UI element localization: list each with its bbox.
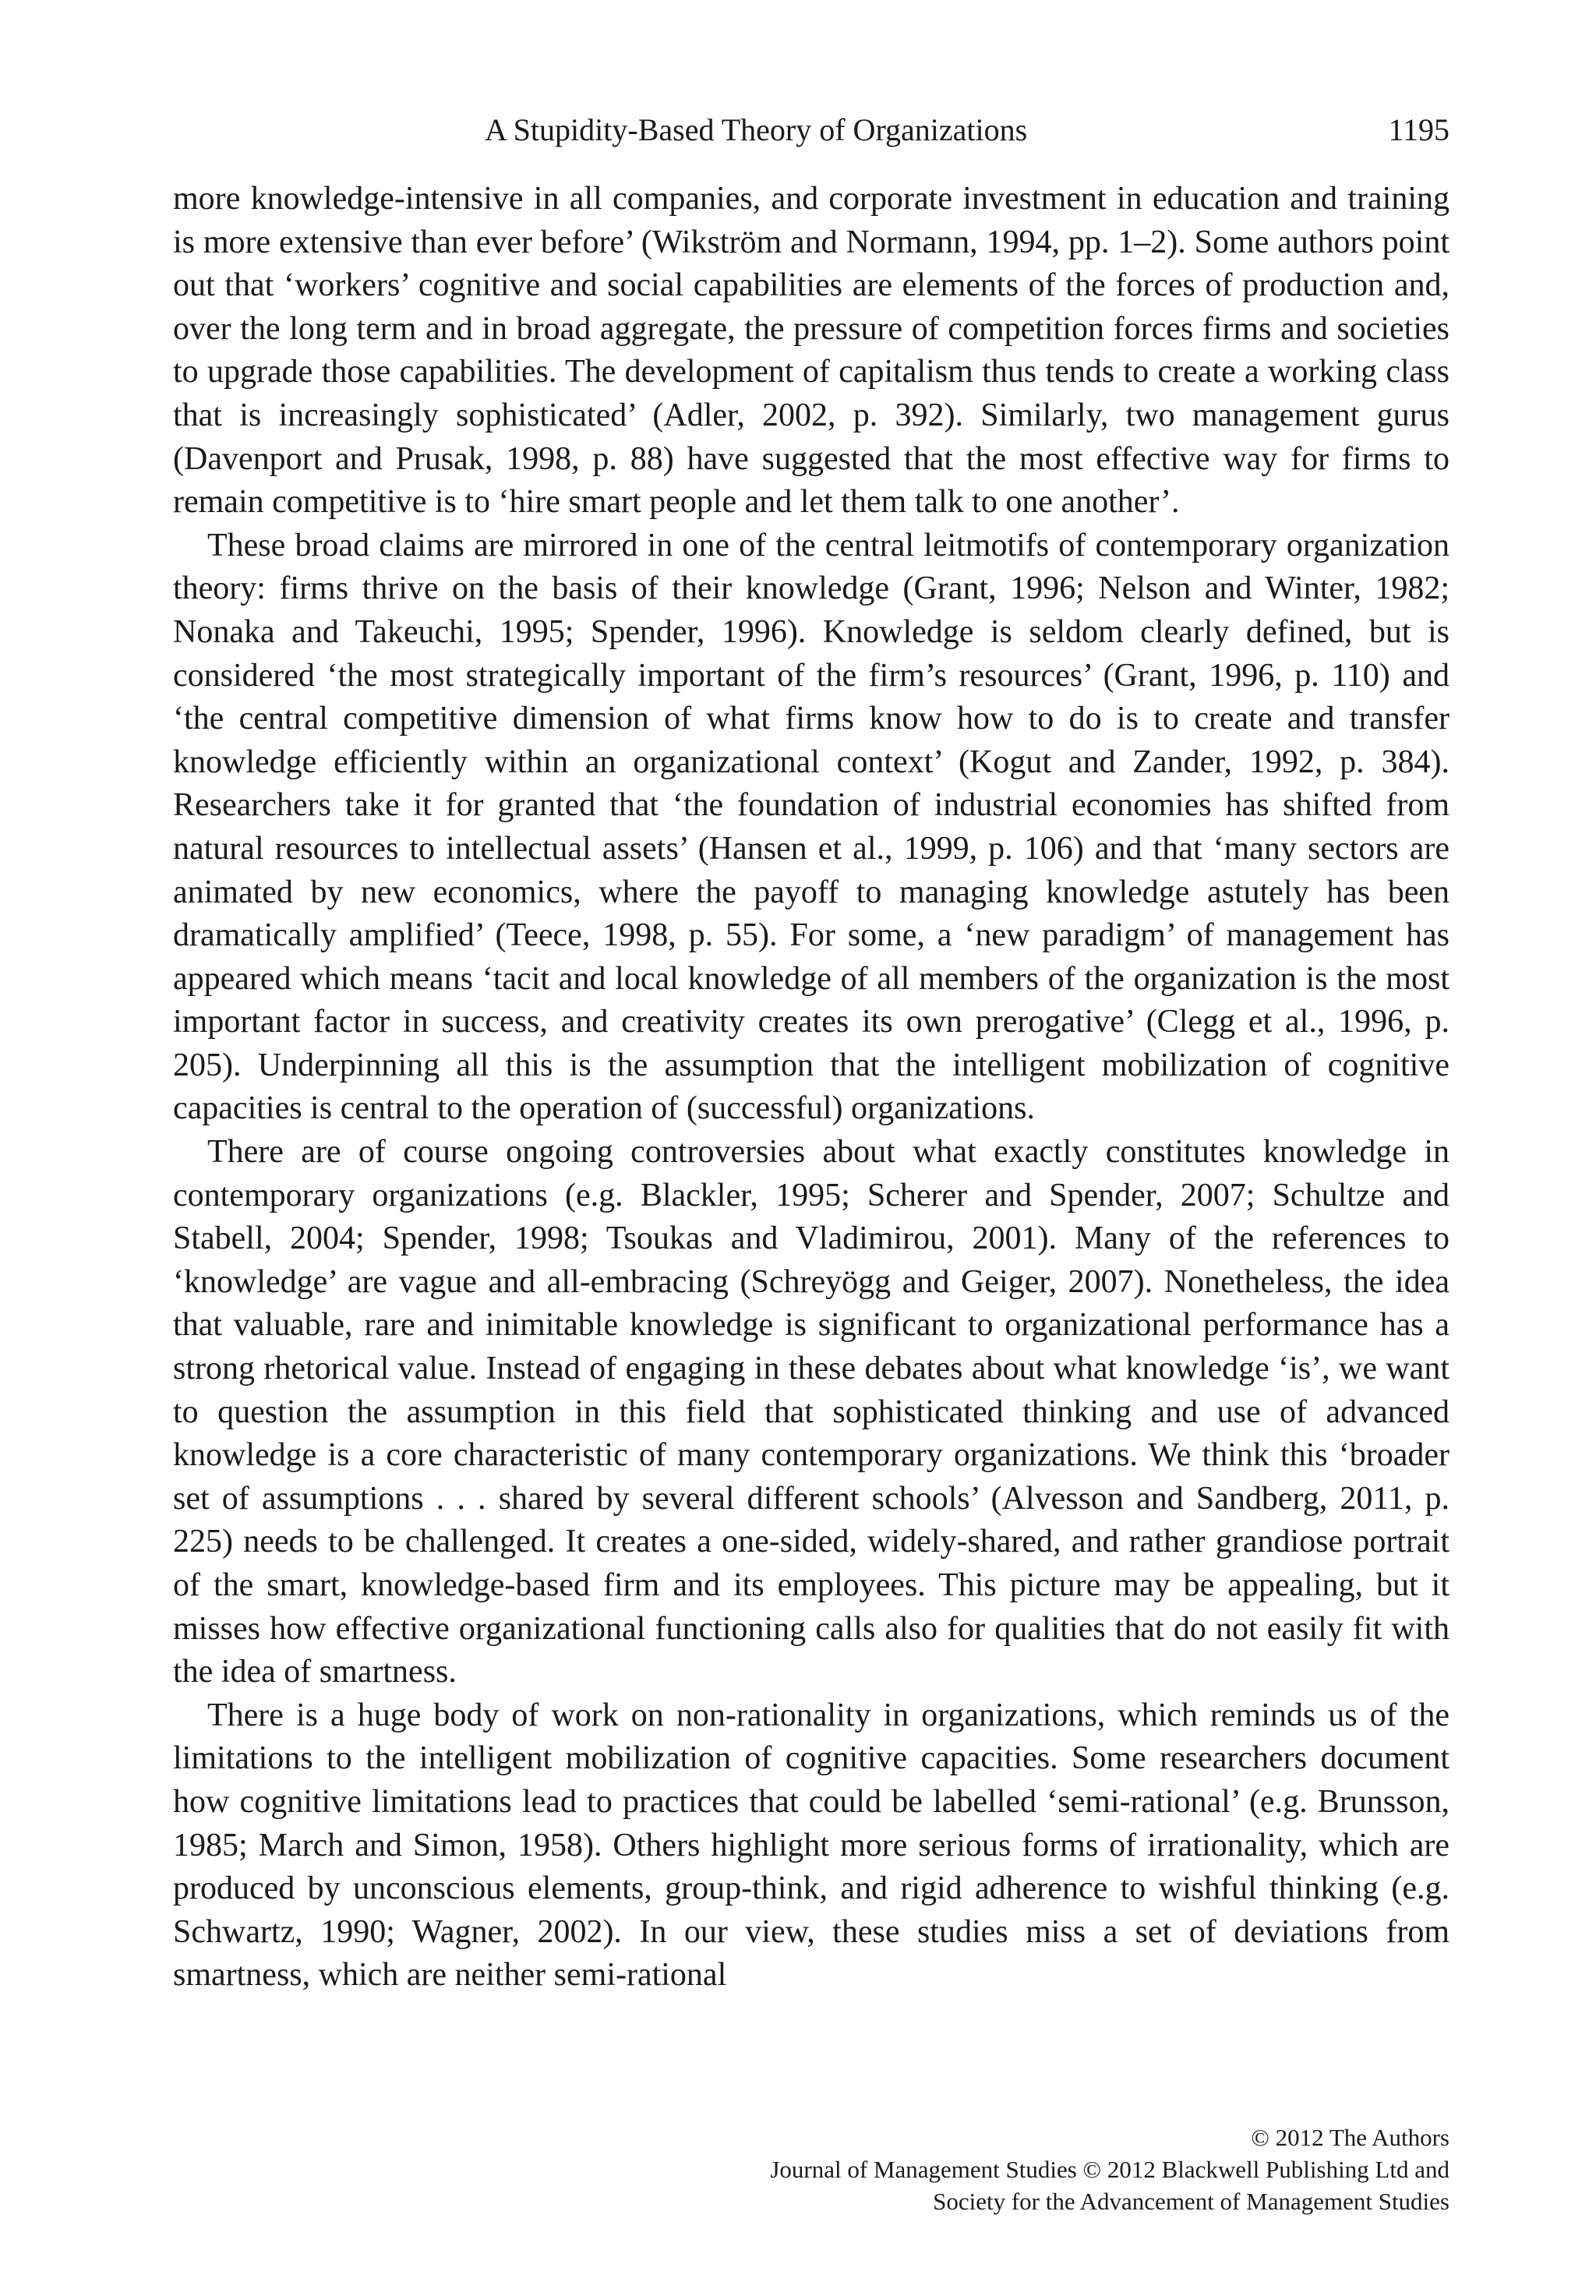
paragraph-non-rationality: There is a huge body of work on non-rationality in organizations, which reminds us of the limitations to the intelligent mobilization of cognitive capacities. Some researchers document how cognitive limitations lead to practices that could be labelled ‘semi-rational’ (e.g. Brunsson, 1985; March and Simon, 1958). Others highlight more serious forms of irrationality, which are produced by unconscious elements, group-think, and rigid adherence to wishful thinking (e.g. Schwartz, 1990; Wagner, 2002). In our view, these studies miss a set of deviations from smartness, which are neither semi-rational (173, 1697, 1449, 1994)
paragraph-knowledge-controversies: There are of course ongoing controversies about what exactly constitutes knowledge in contemporary organizations (e.g. Blackler, 1995; Scherer and Spender, 2007; Schultze and Stabell, 2004; Spender, 1998; Tsoukas and Vladimirou, 2001). Many of the references to ‘knowledge’ are vague and all-embracing (Schreyögg and Geiger, 2007). Nonetheless, the idea that valuable, rare and inimitable knowledge is significant to organizational performance has a strong rhetorical value. Instead of engaging in these debates about what knowledge ‘is’, we want to question the assumption in this field that sophisticated thinking and use of advanced knowledge is a core characteristic of many contemporary organizations. We think this ‘broader set of assumptions . . . shared by several different schools’ (Alvesson and Sandberg, 2011, p. 225) needs to be challenged. It creates a one-sided, widely-shared, and rather grandiose portrait of the smart, knowledge-based firm and its employees. This picture may be appealing, but it misses how effective organizational functioning calls also for qualities that do not easily fit with the idea of smartness. (173, 1134, 1449, 1690)
article-body (173, 178, 1449, 1998)
copyright-line-authors: © 2012 The Authors (1251, 2124, 1449, 2151)
copyright-line-journal: Journal of Management Studies © 2012 Blackwell Publishing Ltd and (770, 2156, 1449, 2183)
running-head (0, 111, 1596, 150)
paragraph-knowledge-leitmotif: These broad claims are mirrored in one of the central leitmotifs of contemporary organization theory: firms thrive on the basis of their knowledge (Grant, 1996; Nelson and Winter, 1982; Nonaka and Takeuchi, 1995; Spender, 1996). Knowledge is seldom clearly defined, but is considered ‘the most strategically important of the firm’s resources’ (Grant, 1996, p. 110) and ‘the central competitive dimension of what firms know how to do is to create and transfer knowledge efficiently within an organizational context’ (Kogut and Zander, 1992, p. 384). Researchers take it for granted that ‘the foundation of industrial economies has shifted from natural resources to intellectual assets’ (Hansen et al., 1999, p. 106) and that ‘many sectors are animated by new economics, where the payoff to managing knowledge astutely has been dramatically amplified’ (Teece, 1998, p. 55). For some, a ‘new paradigm’ of management has appeared which means ‘tacit and local knowledge of all members of the organization is the most important factor in success, and creativity creates its own prerogative’ (Clegg et al., 1996, p. 205). Underpinning all this is the assumption that the intelligent mobilization of cognitive capacities is central to the operation of (successful) organizations. (173, 527, 1449, 1127)
copyright-notice (358, 2121, 1449, 2217)
running-title: A Stupidity-Based Theory of Organizations (485, 112, 1028, 147)
paragraph-continued: more knowledge-intensive in all companies, and corporate investment in education and training is more extensive than ever before’ (Wikström and Normann, 1994, pp. 1–2). Some authors point out that ‘workers’ cognitive and social capabilities are elements of the forces of production and, over the long term and in broad aggregate, the pressure of competition forces firms and societies to upgrade those capabilities. The development of capitalism thus tends to create a working class that is increasingly sophisticated’ (Adler, 2002, p. 392). Similarly, two management gurus (Davenport and Prusak, 1998, p. 88) have suggested that the most effective way for firms to remain competitive is to ‘hire smart people and let them talk to one another’. (173, 181, 1449, 521)
copyright-line-society: Society for the Advancement of Management Studies (933, 2188, 1449, 2215)
page-number: 1195 (1388, 112, 1449, 147)
